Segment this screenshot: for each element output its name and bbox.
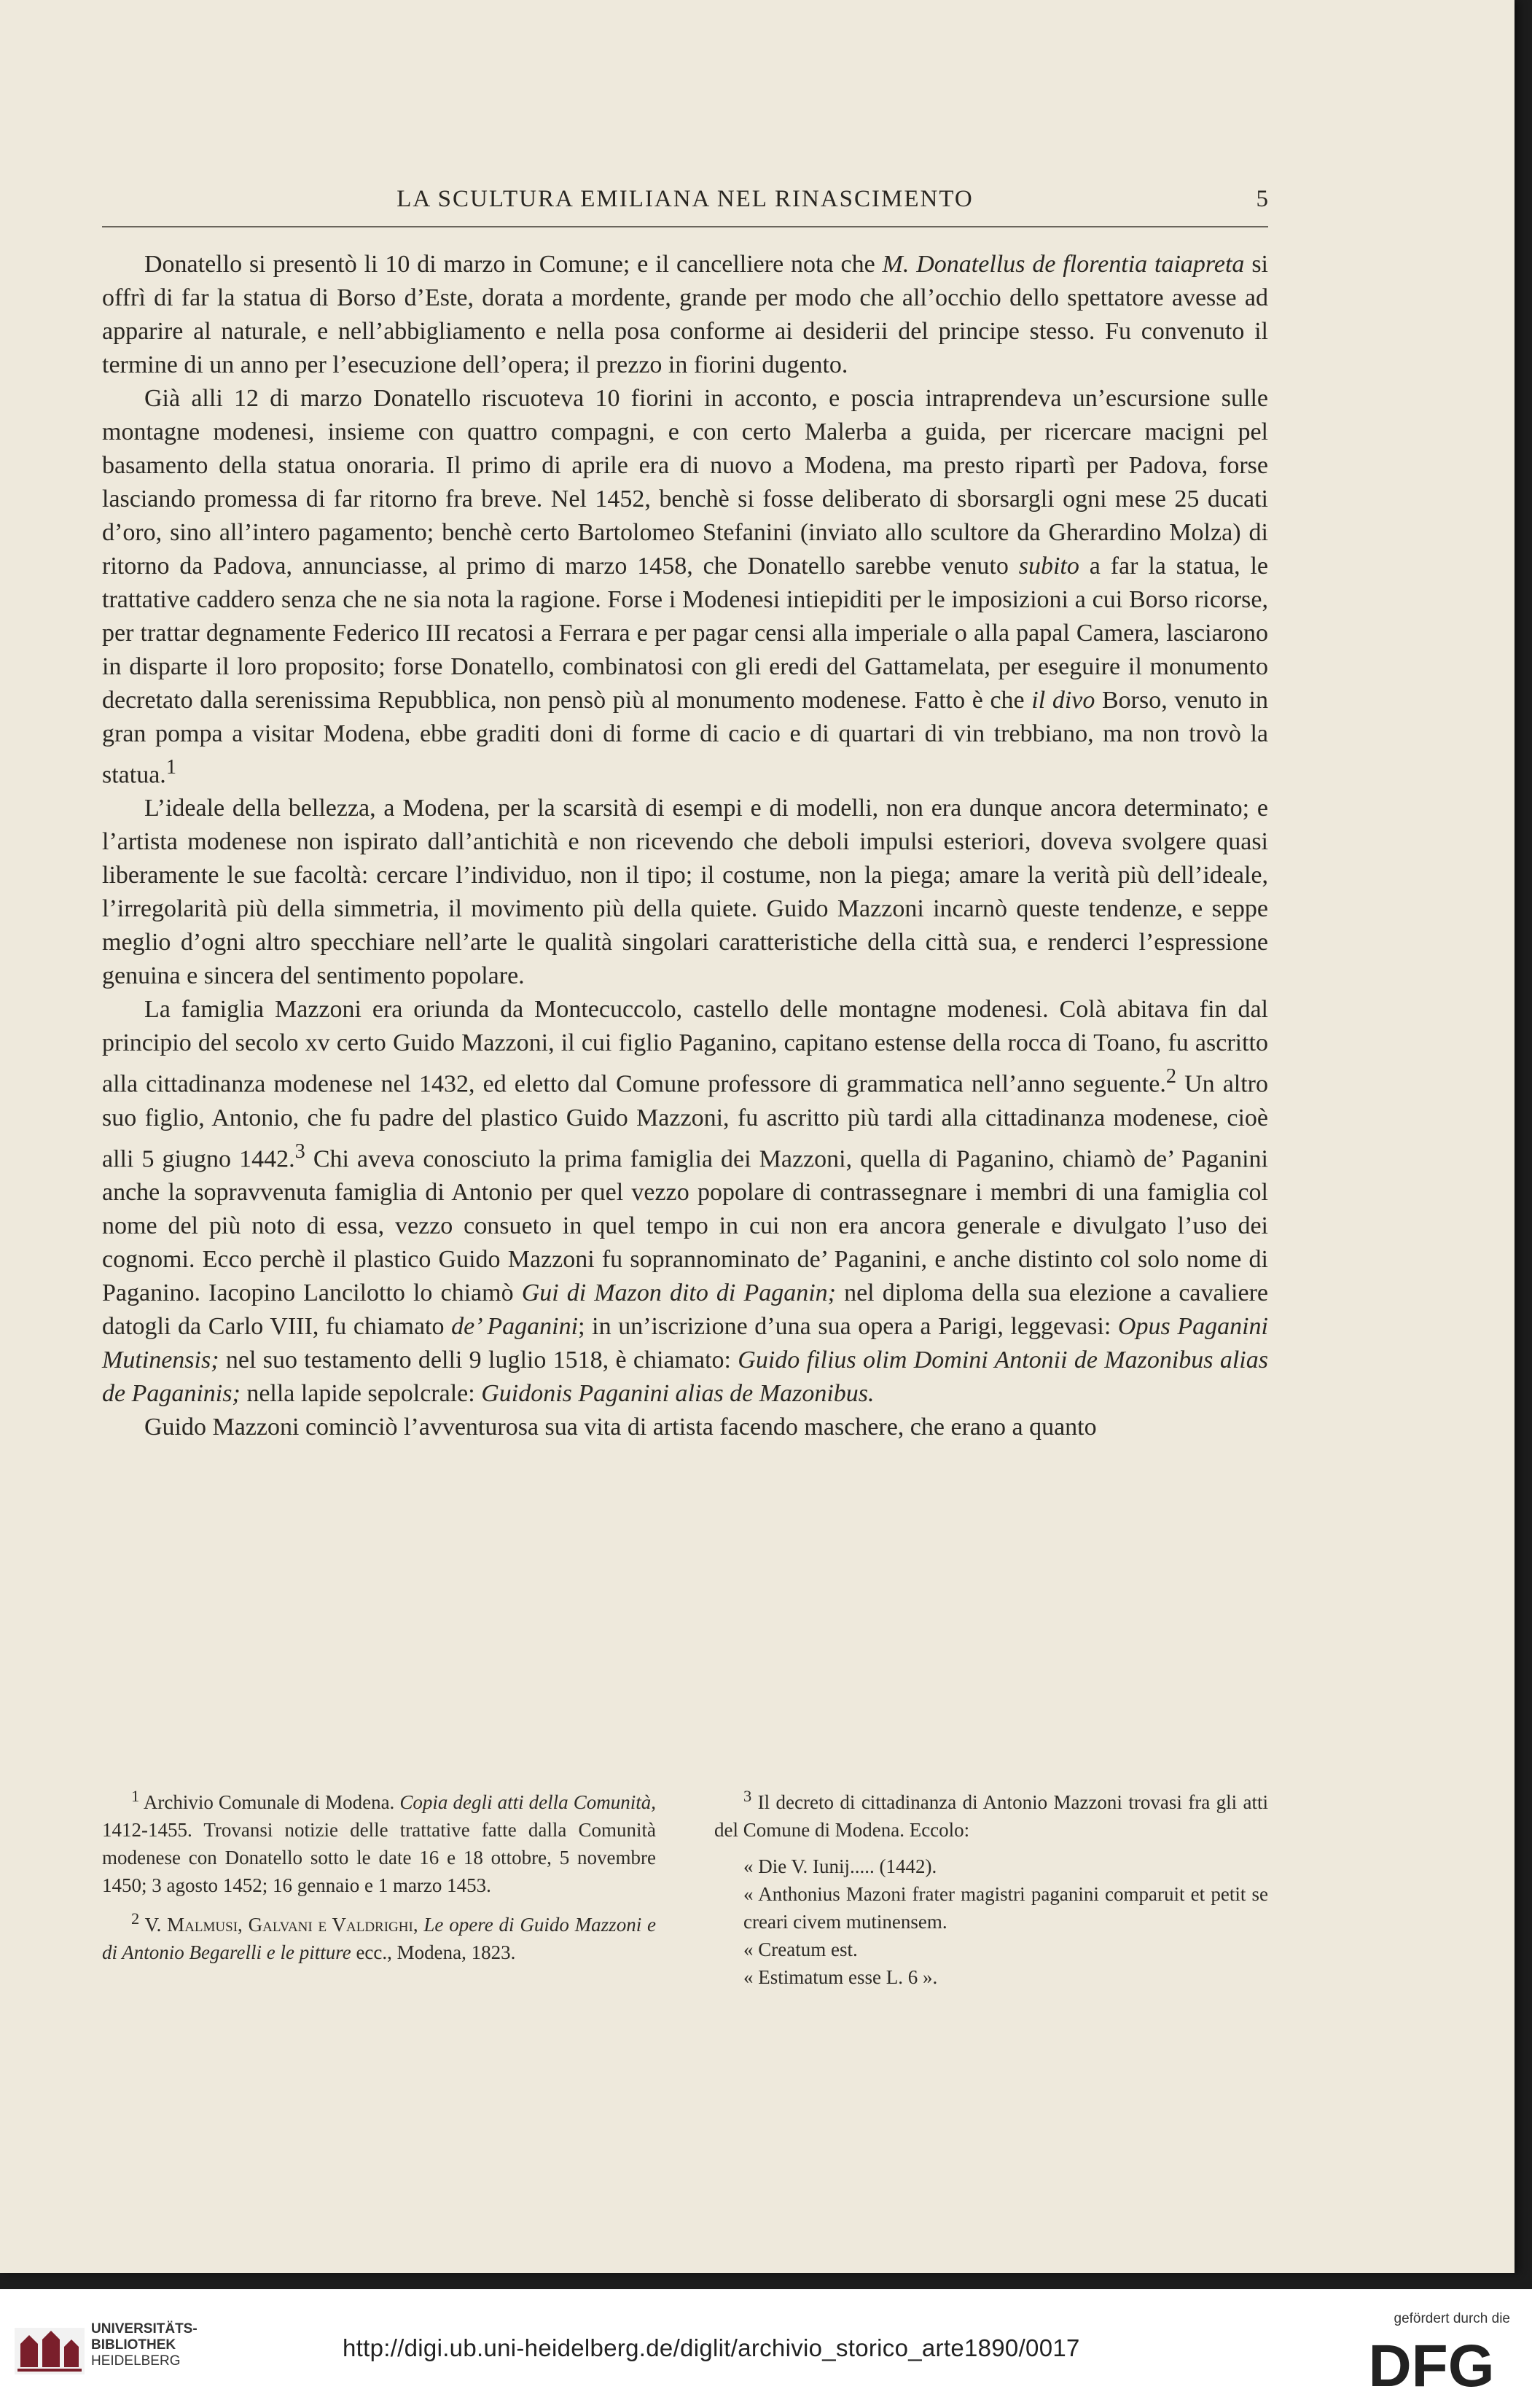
footnote-ref: 1 <box>165 756 176 779</box>
document-line: « Creatum est. <box>743 1939 858 1960</box>
footnote-ref: 3 <box>294 1139 305 1163</box>
document-line: « Estimatum esse L. 6 ». <box>743 1966 938 1988</box>
footnote-2: $^2$ V. Malmusi, Galvani e Valdrighi, Le opere di Guido Mazzoni e di Antonio Begarelli e le pitture ecc., Modena, 1823. <box>102 1909 657 1963</box>
main-text <box>102 248 1268 1444</box>
dfg-logo-icon <box>1351 2337 1512 2395</box>
document-line: « Die V. Iunij..... (1442). <box>743 1855 937 1877</box>
footnote-3: $^3$ Il decreto di cittadinanza di Antonio Mazzoni trovasi fra gli atti del Comune di Modena. Eccolo: <box>714 1787 1268 1841</box>
document-line: « Anthonius Mazoni frater magistri paganini comparuit et petit se creari civem mutinensem. <box>743 1883 1268 1933</box>
footnotes <box>102 1782 1268 1991</box>
paragraph: Donatello si presentò li 10 di marzo in Comune; e il cancelliere nota che M. Donatellus de florentia taiapreta si offrì di far la statua di Borso d’Este, dorata a mordente, grande per modo che all’occhio dello spettatore avesse ad apparire al naturale, e nell’abbigliamento e nella posa conforme ai desiderii del principe stesso. Fu convenuto il termine di un anno per l’esecuzione dell’opera; il prezzo in fiorini dugento. <box>102 251 1268 378</box>
university-library-logo-icon <box>13 2322 86 2380</box>
footnote-ref: 2 <box>1165 1065 1177 1088</box>
footnotes-right-column <box>714 1782 1268 1991</box>
footnotes-left-column <box>102 1782 656 1991</box>
paragraph: La famiglia Mazzoni era oriunda da Montecuccolo, castello delle montagne modenesi. Colà abitava fin dal principio del secolo xv certo Guido Mazzoni, il cui figlio Paganino, capitano estense della rocca di Toano, fu ascritto alla cittadinanza modenese nel 1432, ed eletto dal Comune professore di grammatica nell’anno seguente.$^2$ Un altro suo figlio, Antonio, che fu padre del plastico Guido Mazzoni, fu ascritto più tardi alla cittadinanza modenese, cioè alli 5 giugno 1442.$^3$ Chi aveva conosciuto la prima famiglia dei Mazzoni, quella di Paganino, chiamò de’ Paganini anche la sopravvenuta famiglia di Antonio per quel vezzo popolare di contrassegnare i membri di una famiglia col nome del più noto di essa, vezzo consueto in quel tempo in cui non era ancora generale e divulgato l’uso dei cognomi. Ecco perchè il plastico Guido Mazzoni fu soprannominato de’ Paganini, e anche distinto col solo nome di Paganino. Iacopino Lancilotto lo chiamò Gui di Mazon dito di Paganin; nel diploma della sua elezione a cavaliere datogli da Carlo VIII, fu chiamato de’ Paganini; in un’iscrizione d’una sua opera a Parigi, leggevasi: Opus Paganini Mutinensis; nel suo testamento delli 9 luglio 1518, è chiamato: Guido filius olim Domini Antonii de Mazonibus alias de Paganinis; nella lapide sepolcrale: Guidonis Paganini alias de Mazonibus. <box>102 996 1268 1407</box>
running-title: LA SCULTURA EMILIANA NEL RINASCIMENTO <box>396 186 974 212</box>
footnote-1: $^1$ Archivio Comunale di Modena. Copia degli atti della Comunità, 1412-1455. Trovansi notizie delle trattative fatte dalla Comunità modenese con Donatello sotto le date 16 e 18 ottobre, 5 novembre 1450; 3 agosto 1452; 16 gennaio e 1 marzo 1453. <box>102 1787 656 1896</box>
page-number: 5 <box>1256 186 1268 212</box>
dfg-logo-text: DFG <box>1368 2337 1495 2395</box>
funded-by-label: gefördert durch die <box>1394 2311 1510 2326</box>
paragraph: Guido Mazzoni cominciò l’avventurosa sua vita di artista facendo maschere, che erano a quanto <box>144 1413 1097 1441</box>
paragraph: Già alli 12 di marzo Donatello riscuoteva 10 fiorini in acconto, e poscia intraprendeva un’escursione sulle montagne modenesi, insieme con quattro compagni, e con certo Malerba a guida, per ricercare macigni pel basamento della statua onoraria. Il primo di aprile era di nuovo a Modena, ma presto ripartì per Padova, forse lasciando promessa di far ritorno fra breve. Nel 1452, benchè si fosse deliberato di sborsargli ogni mese 25 ducati d’oro, sino all’intero pagamento; benchè certo Bartolomeo Stefanini (inviato allo scultore da Gherardino Molza) di ritorno da Padova, annunciasse, al primo di marzo 1458, che Donatello sarebbe venuto subito a far la statua, le trattative caddero senza che ne sia nota la ragione. Forse i Modenesi intiepiditi per le imposizioni a cui Borso ricorse, per trattar degnamente Federico III recatosi a Ferrara e per pagar censi alla imperiale o alla papal Camera, lasciarono in disparte il loro proposito; forse Donatello, combinatosi con gli eredi del Gattamelata, per eseguire il monumento decretato dalla serenissima Repubblica, non pensò più al monumento modenese. Fatto è che il divo Borso, venuto in gran pompa a visitar Modena, ebbe graditi doni di forme di cacio e di quartari di vin trebbiano, ma non trovò la statua.$^1$ <box>102 385 1268 789</box>
header-rule <box>102 226 1268 227</box>
paragraph: L’ideale della bellezza, a Modena, per la scarsità di esempi e di modelli, non era dunque ancora determinato; e l’artista modenese non ispirato dall’antichità e non ricevendo che deboli impulsi esteriori, doveva svolgere quasi liberamente le sue facoltà: cercare l’individuo, non il tipo; il costume, non la piega; amare la verità più dell’ideale, l’irregolarità più della simmetria, il movimento più della quiete. Guido Mazzoni incarnò queste tendenze, e seppe meglio d’ogni altro specchiare nell’arte le qualità singolari caratteristiche della città sua, e renderci l’espressione genuina e sincera del sentimento popolare. <box>102 795 1268 990</box>
digitization-footer <box>0 2289 1532 2408</box>
library-name: UNIVERSITÄTS- BIBLIOTHEK HEIDELBERG <box>91 2321 198 2369</box>
permalink-url[interactable]: http://digi.ub.uni-heidelberg.de/diglit/archivio_storico_arte1890/0017 <box>343 2334 1080 2361</box>
